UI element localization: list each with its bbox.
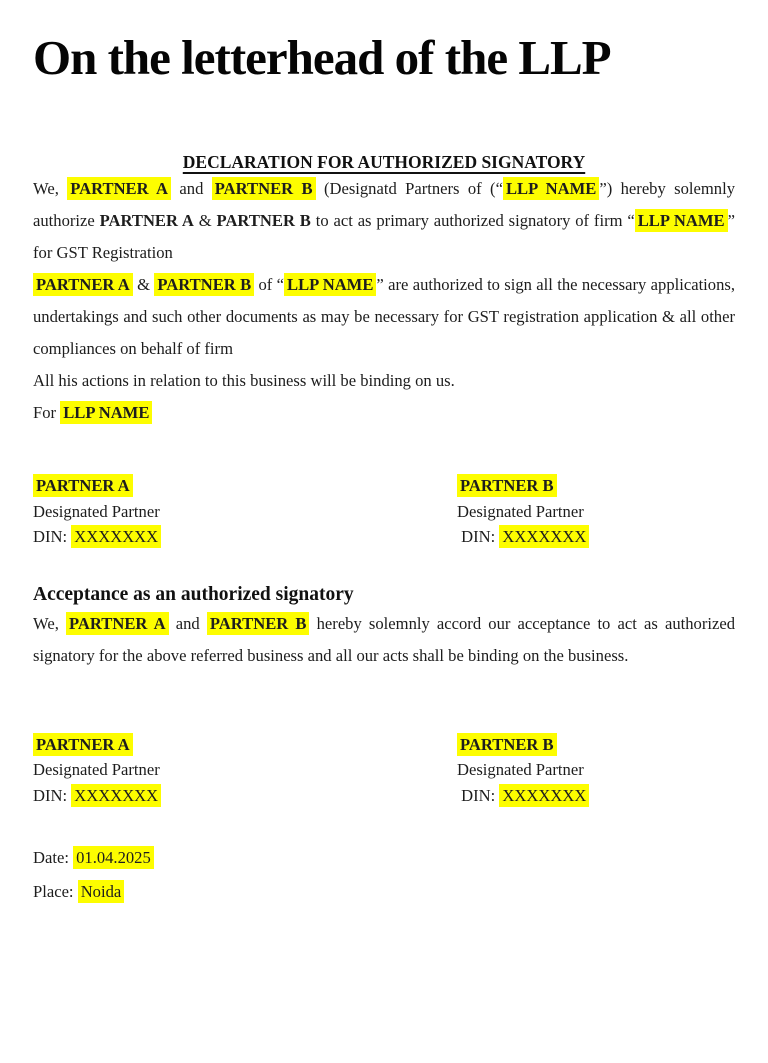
- text-segment: PARTNER B: [216, 211, 311, 230]
- highlighted-text: PARTNER A: [33, 273, 133, 296]
- partner-b-name: PARTNER B: [457, 474, 557, 497]
- partner-a-name-line: [33, 732, 457, 758]
- partner-b-name-line: [457, 473, 735, 499]
- highlighted-text: LLP NAME: [635, 209, 728, 232]
- din-label: DIN:: [461, 527, 496, 546]
- din-label: DIN:: [33, 785, 68, 805]
- signature-block-partner-a-2: [33, 732, 457, 809]
- authorization-scope-paragraph: [33, 269, 735, 365]
- date-value: 01.04.2025: [73, 846, 154, 869]
- din-value: XXXXXXX: [71, 525, 161, 548]
- din-label: DIN:: [33, 527, 68, 546]
- partner-a-name: PARTNER A: [33, 733, 133, 756]
- partner-b-din-line: [457, 524, 735, 550]
- authorization-paragraph: [33, 173, 735, 269]
- declaration-heading-text: DECLARATION FOR AUTHORIZED SIGNATORY: [182, 152, 586, 172]
- partner-a-name: PARTNER A: [33, 474, 133, 497]
- partner-b-din-line: [457, 783, 735, 809]
- signature-row-declaration: [33, 473, 735, 550]
- partner-a-role: Designated Partner: [33, 501, 160, 521]
- text-segment: and: [171, 179, 212, 198]
- signature-block-partner-a: [33, 473, 457, 550]
- partner-a-name-line: [33, 473, 457, 499]
- text-segment: hereby solemnly accord our acceptance to act as authorized signatory for the above referred business and all our acts shall be binding on the business.: [33, 613, 735, 665]
- partner-a-din-line: [33, 783, 457, 809]
- partner-b-role: Designated Partner: [457, 760, 584, 779]
- din-value: XXXXXXX: [71, 784, 161, 807]
- highlighted-text: LLP NAME: [60, 401, 152, 424]
- text-segment: We,: [33, 179, 68, 198]
- letterhead-title: On the letterhead of the LLP: [33, 30, 611, 85]
- text-segment: For: [33, 403, 61, 422]
- text-segment: All his actions in relation to this business will be binding on us.: [33, 371, 455, 390]
- highlighted-text: PARTNER A: [67, 177, 171, 200]
- highlighted-text: LLP NAME: [503, 177, 599, 200]
- text-segment: ” for GST Registration: [33, 211, 736, 262]
- declaration-heading: [33, 152, 735, 173]
- din-label: DIN:: [461, 785, 496, 805]
- text-segment: of “: [254, 275, 285, 294]
- signature-row-acceptance: [33, 732, 735, 809]
- text-segment: ”) hereby solemnly authorize: [33, 179, 735, 230]
- partner-b-name-line: [457, 732, 735, 758]
- din-value: XXXXXXX: [499, 525, 589, 548]
- text-segment: (Designatd Partners of (“: [315, 179, 503, 198]
- highlighted-text: PARTNER B: [207, 612, 310, 635]
- place-value: Noida: [78, 880, 125, 903]
- highlighted-text: PARTNER B: [154, 273, 254, 296]
- highlighted-text: LLP NAME: [284, 273, 376, 296]
- din-value: XXXXXXX: [499, 784, 589, 807]
- text-segment: &: [193, 211, 217, 230]
- partner-b-name: PARTNER B: [457, 733, 557, 756]
- text-segment: We,: [33, 613, 66, 633]
- binding-statement: [33, 365, 735, 397]
- highlighted-text: PARTNER B: [212, 177, 316, 200]
- signature-block-partner-b-2: [457, 732, 735, 809]
- text-segment: PARTNER A: [99, 211, 194, 230]
- date-line: [33, 842, 735, 874]
- partner-a-din-line: [33, 524, 457, 550]
- signature-block-partner-b: [457, 473, 735, 550]
- for-llp-line: [33, 397, 735, 429]
- text-segment: &: [132, 275, 155, 294]
- text-segment: to act as primary authorized signatory of firm “: [310, 211, 635, 230]
- text-segment: and: [168, 613, 207, 633]
- partner-a-role: Designated Partner: [33, 760, 160, 779]
- date-label: Date:: [33, 848, 69, 867]
- text-segment: ” are authorized to sign all the necessary applications, undertakings and such other documents as may be necessary for GST registration application & all other compliances on behalf of firm: [33, 275, 735, 358]
- highlighted-text: PARTNER A: [66, 612, 169, 635]
- place-line: [33, 876, 735, 908]
- acceptance-paragraph: [33, 608, 735, 672]
- document-footer: [33, 842, 735, 908]
- partner-b-role: Designated Partner: [457, 501, 584, 521]
- acceptance-heading: Acceptance as an authorized signatory: [33, 583, 354, 605]
- place-label: Place:: [33, 882, 74, 901]
